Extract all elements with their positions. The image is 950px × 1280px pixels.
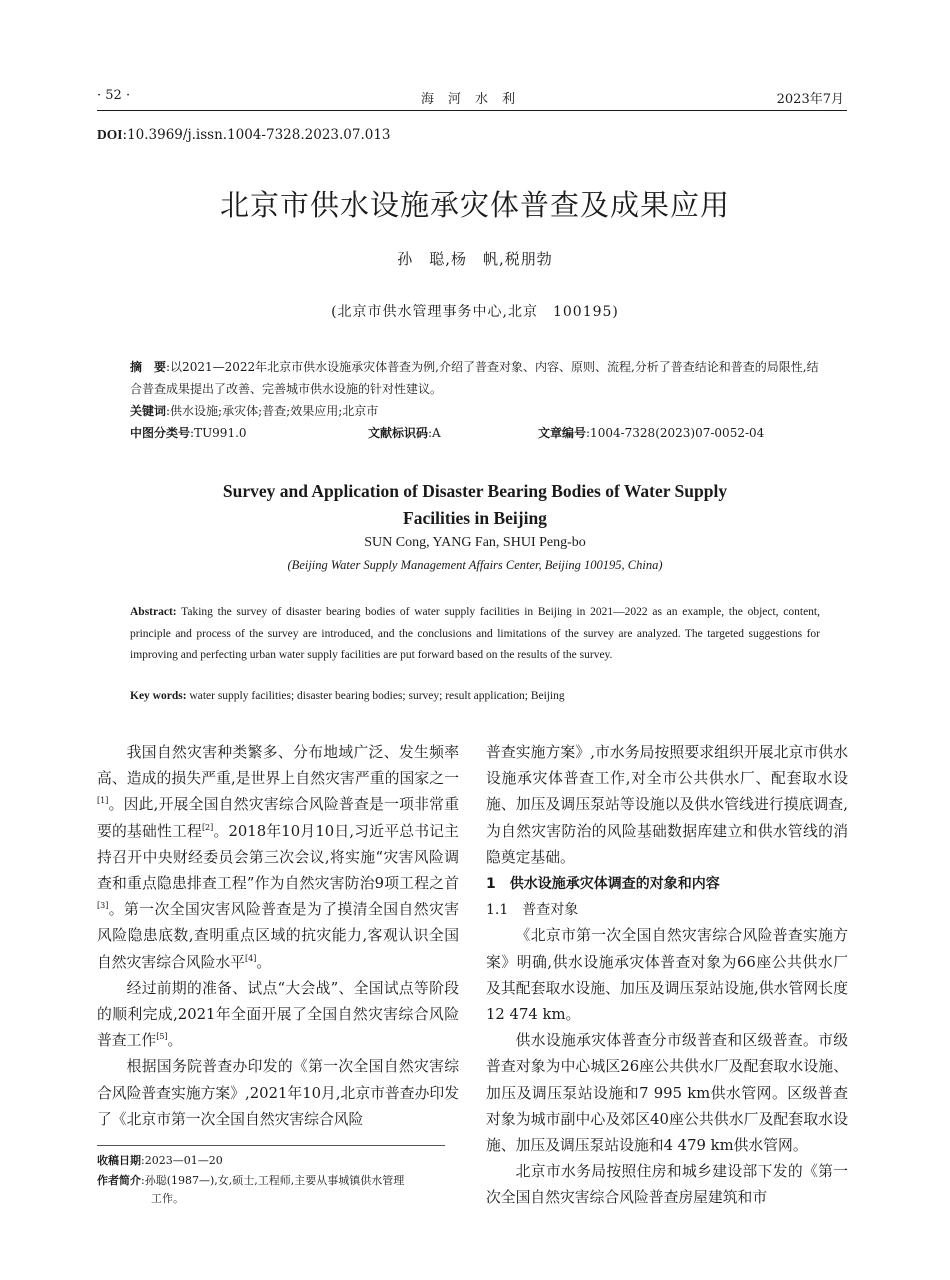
body-paragraph: [97, 740, 459, 976]
affiliation-en: (Beijing Water Supply Management Affairs Center, Beijing 100195, China): [287, 558, 663, 572]
abstract-cn: [130, 356, 820, 400]
doi: [97, 127, 391, 143]
footnote-author: [97, 1172, 459, 1208]
citation: [2]: [201, 822, 214, 832]
received-value: :2023—01—20: [141, 1154, 223, 1167]
issue-date: 2023年7月: [776, 92, 844, 107]
citation: [5]: [156, 1032, 168, 1042]
received-label: 收稿日期: [97, 1154, 141, 1167]
doc-code-label: 文献标识码: [368, 426, 429, 440]
body-paragraph: [97, 976, 459, 1055]
citation: [4]: [244, 953, 257, 963]
article-no-label: 文章编号: [538, 426, 587, 440]
footnote-rule: [97, 1145, 445, 1146]
body-paragraph: 供水设施承灾体普查分市级普查和区级普查。市级普查对象为中心城区26座公共供水厂及配套取水设施、加压及调压泵站设施和7 995 km供水管网。区级普查对象为城市副中心及郊区40座公共供水厂及配套取水设施、加压及调压泵站设施和4 479 km供水管网。: [486, 1032, 848, 1155]
abstract-en: [130, 602, 820, 667]
text-run: 。第一次全国灾害风险普查是为了摸清全国自然灾害风险隐患底数,查明重点区域的抗灾能力,客观认识全国自然灾害综合风险水平: [97, 901, 459, 971]
keywords-cn-text: :供水设施;承灾体;普查;效果应用;北京市: [166, 404, 379, 418]
doc-code-value: :A: [428, 426, 441, 440]
title-en-line2: Facilities in Beijing: [403, 508, 547, 528]
authors-cn: 孙 聪,杨 帆,税朋勃: [397, 250, 553, 268]
subsection-heading: 1.1 普查对象: [486, 902, 579, 919]
section-heading: 1 供水设施承灾体调查的对象和内容: [486, 876, 720, 893]
authors-en: SUN Cong, YANG Fan, SHUI Peng-bo: [364, 535, 586, 550]
doi-value: :10.3969/j.issn.1004-7328.2023.07.013: [122, 127, 391, 143]
doi-label: DOI: [97, 127, 123, 142]
affiliation-cn: (北京市供水管理事务中心,北京 100195): [331, 304, 619, 320]
clc-value: :TU991.0: [190, 426, 247, 440]
article-no-value: :1004-7328(2023)07-0052-04: [586, 426, 765, 440]
body-column-right: [486, 740, 848, 1212]
body-paragraph: 北京市水务局按照住房和城乡建设部下发的《第一次全国自然灾害综合风险普查房屋建筑和市: [486, 1163, 848, 1207]
header-rule: [97, 110, 847, 111]
keywords-cn: [130, 400, 820, 422]
author-bio-label: 作者简介: [97, 1174, 141, 1187]
citation: [3]: [97, 901, 109, 911]
text-run: 。2018年10月10日,习近平总书记主持召开中央财经委员会第三次会议,将实施“灾害风险调查和重点隐患排查工程”作为自然灾害防治9项工程之首: [97, 822, 459, 893]
author-bio-value: :孙聪(1987—),女,硕士,工程师,主要从事城镇供水管理: [141, 1174, 405, 1187]
keywords-cn-label: 关键词: [130, 404, 167, 418]
citation: [1]: [97, 796, 109, 806]
abstract-en-label: Abstract:: [130, 606, 177, 618]
text-run: 经过前期的准备、试点“大会战”、全国试点等阶段的顺利完成,2021年全面开展了全国自然灾害综合风险普查工作: [97, 979, 459, 1050]
text-run: 。: [256, 953, 272, 971]
body-paragraph: 《北京市第一次全国自然灾害综合风险普查实施方案》明确,供水设施承灾体普查对象为66座公共供水厂及其配套取水设施、加压及调压泵站设施,供水管网长度12 474 km。: [486, 927, 848, 1024]
keywords-en: [130, 690, 565, 702]
title-en-line1: Survey and Application of Disaster Bearing Bodies of Water Supply: [222, 481, 728, 501]
clc-label: 中图分类号: [130, 426, 191, 440]
abstract-cn-text: :以2021—2022年北京市供水设施承灾体普查为例,介绍了普查对象、内容、原则、流程,分析了普查结论和普查的局限性,结合普查成果提出了改善、完善城市供水设施的针对性建议。: [130, 360, 819, 396]
abstract-cn-label: 摘 要: [130, 360, 167, 374]
body-paragraph: 根据国务院普查办印发的《第一次全国自然灾害综合风险普查实施方案》,2021年10月,北京市普查办印发了《北京市第一次全国自然灾害综合风险: [97, 1058, 459, 1128]
author-bio-cont: 工作。: [151, 1192, 184, 1205]
footnote-received: [97, 1152, 459, 1170]
keywords-en-text: water supply facilities; disaster bearing bodies; survey; result application; Beijing: [186, 690, 565, 702]
page-number: · 52 ·: [97, 88, 131, 103]
body-column-left: [97, 740, 459, 1133]
text-run: 。因此,开展全国自然灾害综合风险普查是一项非常重要的基础性工程: [97, 796, 459, 840]
abstract-en-text: Taking the survey of disaster bearing bodies of water supply facilities in Beijing in 2021—2022 as an example, the object, content, principle and process of the survey are introduced, and the conclusions and limitations of the survey are analyzed. The targeted suggestions for improving and perfecting urban water supply facilities are put forward based on the results of the survey.: [130, 606, 820, 661]
text-run: 我国自然灾害种类繁多、分布地域广泛、发生频率高、造成的损失严重,是世界上自然灾害严重的国家之一: [97, 744, 459, 788]
journal-name: 海河水利: [420, 92, 529, 107]
body-paragraph: 普查实施方案》,市水务局按照要求组织开展北京市供水设施承灾体普查工作,对全市公共供水厂、配套取水设施、加压及调压泵站等设施以及供水管线进行摸底调查,为自然灾害防治的风险基础数据库建立和供水管线的消隐奠定基础。: [486, 744, 848, 866]
text-run: 。: [167, 1032, 183, 1050]
keywords-en-label: Key words:: [130, 690, 187, 702]
title-cn: 北京市供水设施承灾体普查及成果应用: [219, 188, 730, 222]
title-en: [0, 478, 950, 532]
